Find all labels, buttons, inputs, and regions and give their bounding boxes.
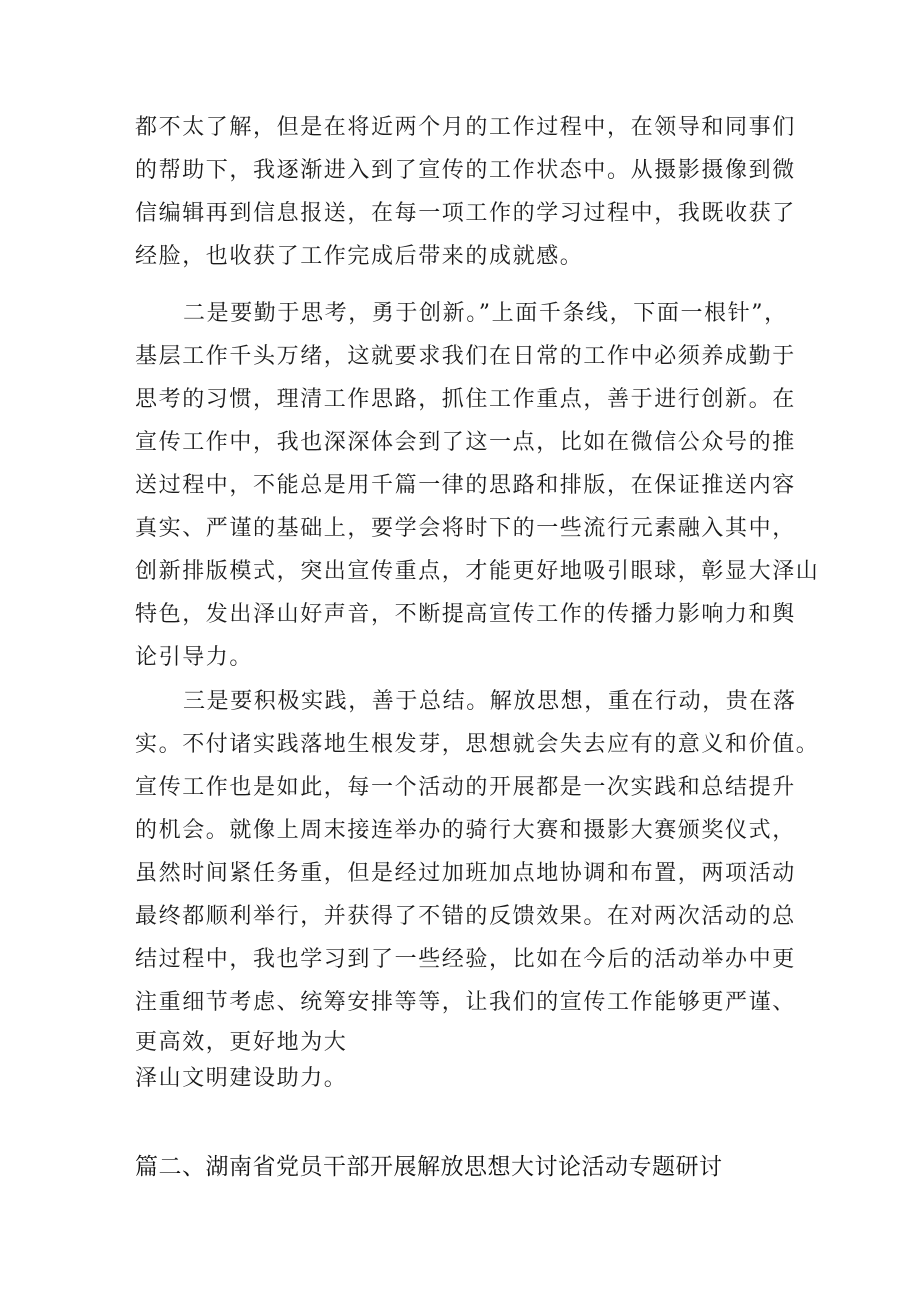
paragraph-line: 都不太了解，但是在将近两个月的工作过程中，在领导和同事们 bbox=[135, 115, 796, 140]
paragraph-line: 的帮助下，我逐渐进入到了宣传的工作状态中。从摄影摄像到微 bbox=[135, 158, 796, 183]
paragraph-line: 基层工作千头万绪，这就要求我们在日常的工作中必须养成勤于 bbox=[135, 344, 796, 369]
paragraph-line: 更高效，更好地为大 bbox=[135, 1030, 348, 1055]
paragraph-line: 宣传工作也是如此，每一个活动的开展都是一次实践和总结提升 bbox=[135, 775, 796, 800]
paragraph-line: 宣传工作中，我也深深体会到了这一点，比如在微信公众号的推 bbox=[135, 430, 796, 455]
paragraph-line: 注重细节考虑、统筹安排等等，让我们的宣传工作能够更严谨、 bbox=[135, 990, 796, 1015]
paragraph-line: 结过程中，我也学习到了一些经验，比如在今后的活动举办中更 bbox=[135, 947, 796, 972]
paragraph-line: 信编辑再到信息报送，在每一项工作的学习过程中，我既收获了 bbox=[135, 201, 796, 226]
paragraph-3 bbox=[135, 680, 820, 1096]
paragraph-line: 创新排版模式，突出宣传重点，才能更好地吸引眼球，彰显大泽山 bbox=[135, 559, 820, 584]
paragraph-line: 实。不付诸实践落地生根发芽，思想就会失去应有的意义和价值。 bbox=[135, 732, 820, 757]
paragraph-2 bbox=[135, 292, 820, 679]
paragraph-line: 的机会。就像上周末接连举办的骑行大赛和摄影大赛颁奖仪式， bbox=[135, 818, 796, 843]
paragraph-line: 虽然时间紧任务重，但是经过加班加点地协调和布置，两项活动 bbox=[135, 861, 796, 886]
paragraph-line: 思考的习惯，理清工作思路，抓住工作重点，善于进行创新。在 bbox=[135, 387, 796, 412]
paragraph-line: 经脸，也收获了工作完成后带来的成就感。 bbox=[135, 244, 584, 269]
paragraph-line: 送过程中，不能总是用千篇一律的思路和排版，在保证推送内容 bbox=[135, 473, 796, 498]
paragraph-line: 三是要积极实践，善于总结。解放思想，重在行动，贵在落 bbox=[183, 689, 797, 714]
section-heading: 篇二、湖南省党员干部开展解放思想大讨论活动专题研讨 bbox=[135, 1154, 723, 1180]
paragraph-line: 最终都顺利举行，并获得了不错的反馈效果。在对两次活动的总 bbox=[135, 904, 796, 929]
paragraph-line: 论引导力。 bbox=[135, 645, 254, 670]
paragraph-line: 特色，发出泽山好声音，不断提高宣传工作的传播力影响力和舆 bbox=[135, 602, 796, 627]
paragraph-line: 泽山文明建设助力。 bbox=[135, 1066, 348, 1091]
paragraph-1 bbox=[135, 106, 795, 278]
paragraph-line: 二是要勤于思考，勇于创新。”上面千条线，下面一根针”， bbox=[183, 301, 788, 326]
paragraph-line: 真实、严谨的基础上，要学会将时下的一些流行元素融入其中， bbox=[135, 516, 796, 541]
